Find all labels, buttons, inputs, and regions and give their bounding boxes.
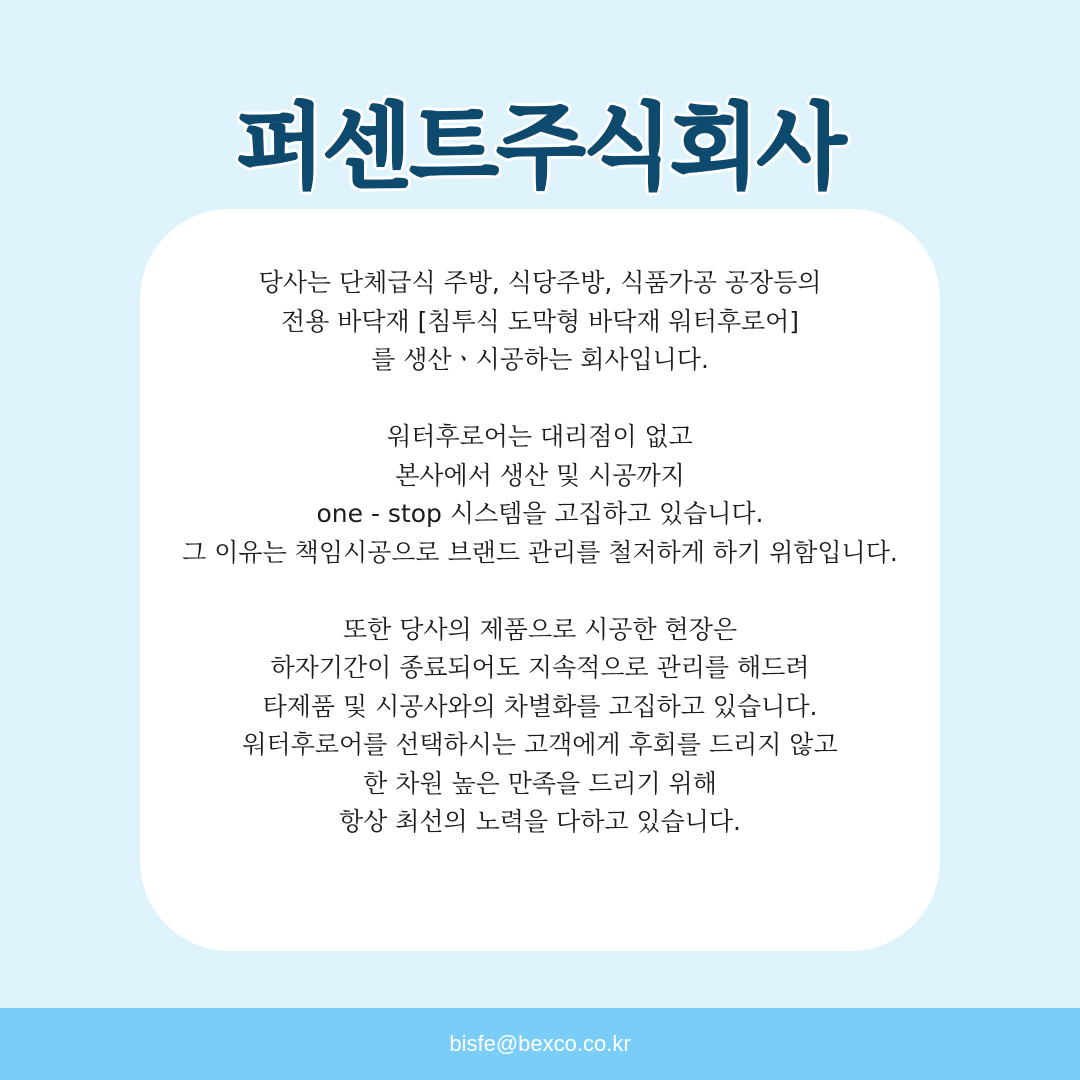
intro-line: 워터후로어를 선택하시는 고객에게 후회를 드리지 않고 bbox=[242, 730, 838, 759]
intro-line: one - stop 시스템을 고집하고 있습니다. bbox=[316, 499, 764, 528]
intro-line: 워터후로어는 대리점이 없고 bbox=[387, 422, 693, 451]
intro-line: 를 생산ㆍ시공하는 회사입니다. bbox=[371, 345, 709, 374]
intro-line: 타제품 및 시공사와의 차별화를 고집하고 있습니다. bbox=[262, 691, 818, 721]
footer-bar bbox=[0, 1008, 1080, 1080]
intro-card bbox=[140, 209, 940, 951]
paragraph-gap bbox=[140, 380, 940, 419]
intro-text bbox=[140, 264, 940, 842]
intro-line: 본사에서 생산 및 시공까지 bbox=[395, 460, 685, 490]
contact-email[interactable]: bisfe@bexco.co.kr bbox=[449, 1031, 631, 1056]
intro-line: 항상 최선의 노력을 다하고 있습니다. bbox=[339, 807, 741, 836]
intro-line: 전용 바닥재 [침투식 도막형 바닥재 워터후로어] bbox=[280, 306, 800, 336]
intro-line: 또한 당사의 제품으로 시공한 현장은 bbox=[342, 614, 738, 644]
company-title: 퍼센트주식회사 bbox=[235, 94, 845, 201]
paragraph-gap bbox=[140, 572, 940, 611]
intro-line: 하자기간이 종료되어도 지속적으로 관리를 해드려 bbox=[270, 653, 810, 682]
intro-line: 한 차원 높은 만족을 드리기 위해 bbox=[363, 768, 717, 798]
intro-line: 당사는 단체급식 주방, 식당주방, 식품가공 공장등의 bbox=[258, 268, 822, 297]
intro-line: 그 이유는 책임시공으로 브랜드 관리를 철저하게 하기 위함입니다. bbox=[182, 537, 898, 567]
